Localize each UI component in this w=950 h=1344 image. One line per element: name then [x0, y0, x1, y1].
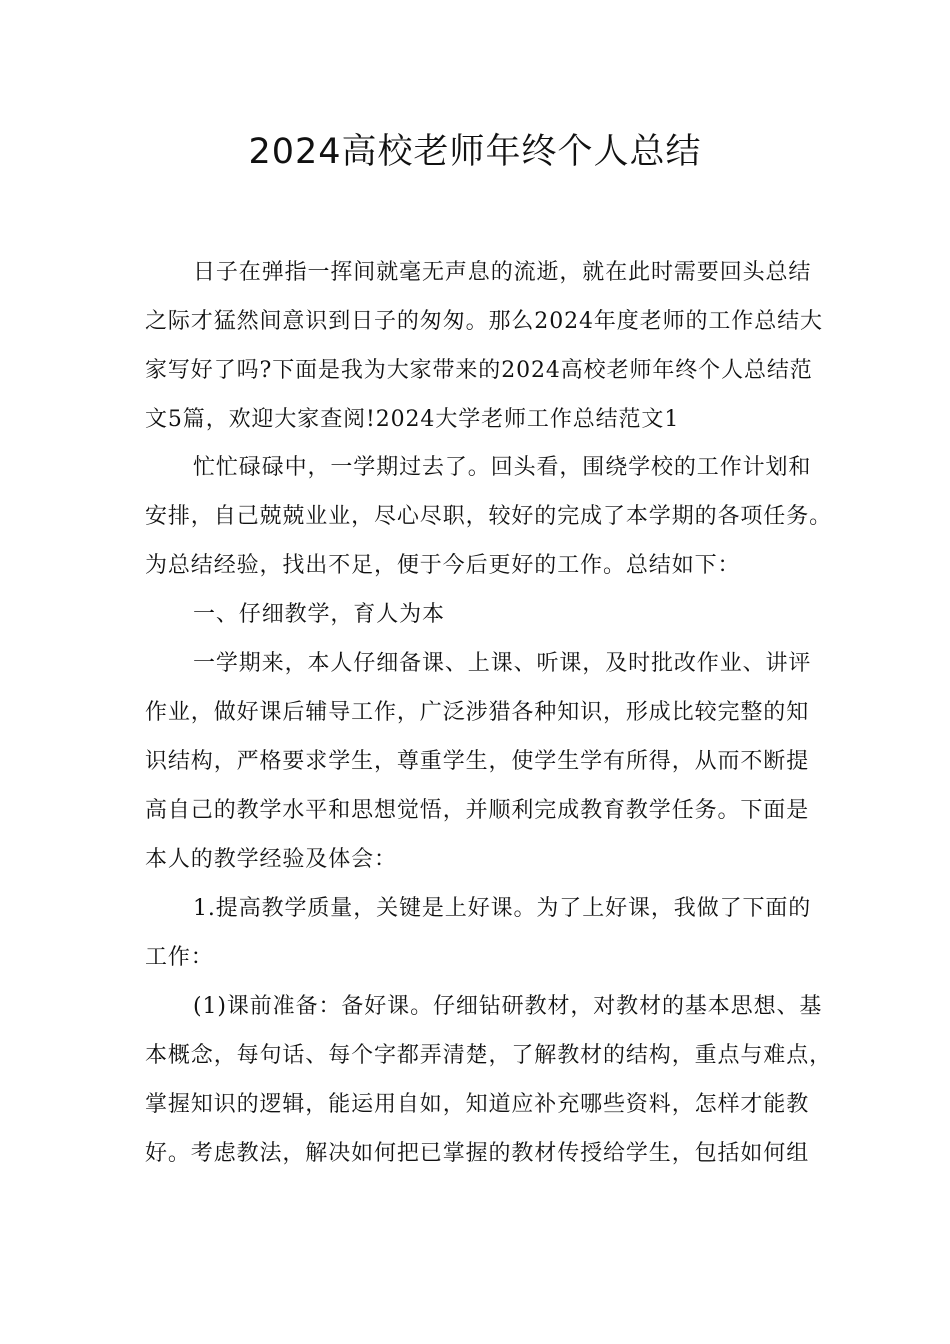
- paragraph-line: 之际才猛然间意识到日子的匆匆。那么2024年度老师的工作总结大: [145, 309, 823, 334]
- paragraph-line: 本概念，每句话、每个字都弄清楚，了解教材的结构，重点与难点，: [145, 1043, 833, 1068]
- paragraph-line: 高自己的教学水平和思想觉悟，并顺利完成教育教学任务。下面是: [145, 798, 810, 823]
- paragraph-line: 文5篇，欢迎大家查阅!2024大学老师工作总结范文1: [145, 407, 680, 432]
- paragraph-line: 工作：: [145, 945, 214, 970]
- paragraph-line: (1)课前准备：备好课。仔细钻研教材，对教材的基本思想、基: [193, 994, 823, 1019]
- paragraph-line: 安排，自己兢兢业业，尽心尽职，较好的完成了本学期的各项任务。: [145, 504, 833, 529]
- paragraph-line: 家写好了吗?下面是我为大家带来的2024高校老师年终个人总结范: [145, 358, 813, 383]
- paragraph-line: 作业，做好课后辅导工作，广泛涉猎各种知识，形成比较完整的知: [145, 700, 810, 725]
- section-heading: 一、仔细教学，育人为本: [193, 602, 445, 627]
- paragraph-line: 忙忙碌碌中，一学期过去了。回头看，围绕学校的工作计划和: [193, 455, 812, 480]
- paragraph-line: 一学期来，本人仔细备课、上课、听课，及时批改作业、讲评: [193, 651, 812, 676]
- paragraph-line: 为总结经验，找出不足，便于今后更好的工作。总结如下：: [145, 553, 741, 578]
- paragraph-line: 掌握知识的逻辑，能运用自如，知道应补充哪些资料，怎样才能教: [145, 1092, 810, 1117]
- paragraph-line: 本人的教学经验及体会：: [145, 847, 397, 872]
- document-title: 2024高校老师年终个人总结: [248, 132, 702, 172]
- paragraph-line: 1.提高教学质量，关键是上好课。为了上好课，我做了下面的: [193, 896, 812, 921]
- paragraph-line: 日子在弹指一挥间就毫无声息的流逝，就在此时需要回头总结: [193, 260, 812, 285]
- paragraph-line: 好。考虑教法，解决如何把已掌握的教材传授给学生，包括如何组: [145, 1141, 810, 1166]
- paragraph-line: 识结构，严格要求学生，尊重学生，使学生学有所得，从而不断提: [145, 749, 810, 774]
